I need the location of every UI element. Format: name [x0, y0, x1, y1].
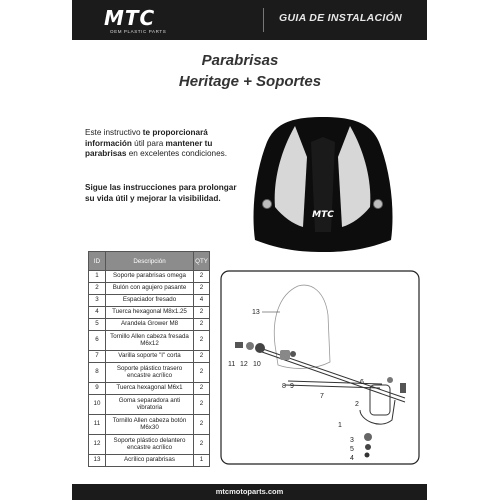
cell-desc: Acrílico parabrisas: [106, 455, 194, 467]
brand-logo: [104, 8, 189, 36]
intro-bold-paragraph: Sigue las instrucciones para prolongar su vida útil y mejorar la visibilidad.: [85, 183, 237, 203]
cell-qty: 2: [194, 331, 210, 351]
intro-paragraph: [85, 128, 245, 160]
cell-qty: 2: [194, 383, 210, 395]
header-description: Descripción: [106, 252, 194, 271]
logo-text: MTC: [104, 6, 156, 30]
cell-id: 7: [89, 351, 106, 363]
diagram-bracket-8: [280, 350, 290, 360]
table-row: [89, 415, 210, 435]
cell-desc: Tuerca hexagonal M8x1.25: [106, 307, 194, 319]
table-row: [89, 363, 210, 383]
cell-id: 3: [89, 295, 106, 307]
header-bar: [72, 0, 427, 40]
cell-qty: 1: [194, 455, 210, 467]
diagram-part-6: [387, 377, 393, 383]
intro-text-1: Este instructivo: [85, 128, 143, 137]
table-row: [89, 331, 210, 351]
diagram-nut-9: [290, 351, 296, 357]
table-header-row: [89, 252, 210, 271]
intro-text-5: en excelentes condiciones.: [126, 149, 228, 158]
cell-id: 8: [89, 363, 106, 383]
cell-qty: 2: [194, 271, 210, 283]
diagram-part-3: [364, 433, 372, 441]
page-title: Parabrisas: [201, 52, 279, 69]
cell-qty: 4: [194, 295, 210, 307]
cell-desc: Espaciador fresado: [106, 295, 194, 307]
cell-id: 5: [89, 319, 106, 331]
cell-id: 13: [89, 455, 106, 467]
diagram-bolt-6: [400, 383, 406, 393]
label-13: 13: [252, 309, 260, 316]
intro-text-3: útil para: [131, 138, 166, 148]
header-id: ID: [89, 252, 106, 271]
cell-qty: 2: [194, 415, 210, 435]
label-5: 5: [350, 446, 354, 453]
label-2: 2: [355, 401, 359, 408]
footer-url[interactable]: mtcmotoparts.com: [215, 487, 284, 496]
table-row: [89, 435, 210, 455]
cell-desc: Soporte plástico trasero encastre acrílico: [106, 363, 194, 383]
label-4: 4: [350, 455, 354, 462]
label-9: 9: [290, 383, 294, 390]
table-row: [89, 319, 210, 331]
cell-qty: 2: [194, 283, 210, 295]
cell-desc: Varilla soporte "I" corta: [106, 351, 194, 363]
cell-desc: Tornillo Allen cabeza botón M6x30: [106, 415, 194, 435]
cell-qty: 2: [194, 307, 210, 319]
table-row: [89, 283, 210, 295]
label-3: 3: [350, 437, 354, 444]
windshield-logo: MTC: [312, 210, 334, 220]
cell-desc: Goma separadora anti vibratoria: [106, 395, 194, 415]
label-11: 11: [228, 361, 236, 368]
table-row: [89, 383, 210, 395]
parts-table: [88, 251, 210, 467]
header-qty: QTY: [194, 252, 210, 271]
table-row: [89, 455, 210, 467]
cell-id: 2: [89, 283, 106, 295]
table-row: [89, 351, 210, 363]
table-row: [89, 295, 210, 307]
mount-hole-left: [263, 200, 272, 209]
diagram-part-5: [365, 444, 371, 450]
logo-subtitle: OEM PLASTIC PARTS: [110, 29, 167, 34]
cell-desc: Soporte plástico delantero encastre acrílico: [106, 435, 194, 455]
windshield-image: [245, 112, 400, 257]
table-row: [89, 307, 210, 319]
label-1: 1: [338, 422, 342, 429]
cell-qty: 2: [194, 319, 210, 331]
cell-id: 9: [89, 383, 106, 395]
label-7: 7: [320, 393, 324, 400]
cell-desc: Bulón con agujero pasante: [106, 283, 194, 295]
cell-qty: 2: [194, 395, 210, 415]
cell-id: 4: [89, 307, 106, 319]
cell-id: 12: [89, 435, 106, 455]
diagram-rubber-10: [255, 343, 265, 353]
label-6: 6: [360, 379, 364, 386]
intro-text-2: te proporcionará información: [85, 128, 208, 148]
cell-id: 1: [89, 271, 106, 283]
table-row: [89, 271, 210, 283]
cell-desc: Soporte parabrisas omega: [106, 271, 194, 283]
diagram-bolt-11: [235, 342, 243, 348]
label-10: 10: [253, 361, 261, 368]
page-subtitle: Heritage + Soportes: [178, 73, 322, 90]
cell-desc: Arandela Grower M8: [106, 319, 194, 331]
footer-bar: [72, 484, 427, 500]
label-8: 8: [282, 383, 286, 390]
mount-hole-right: [374, 200, 383, 209]
cell-qty: 2: [194, 363, 210, 383]
cell-qty: 2: [194, 435, 210, 455]
cell-id: 10: [89, 395, 106, 415]
header-title: GUIA DE INSTALACIÓN: [279, 12, 402, 24]
intro-text-4: mantener tu parabrisas: [85, 138, 213, 158]
diagram-frame: [221, 271, 419, 464]
cell-qty: 2: [194, 351, 210, 363]
table-row: [89, 395, 210, 415]
cell-desc: Tuerca hexagonal M6x1: [106, 383, 194, 395]
cell-desc: Tornillo Allen cabeza fresada M6x12: [106, 331, 194, 351]
diagram-washer-12: [246, 342, 254, 350]
assembly-diagram: [220, 270, 420, 465]
cell-id: 11: [89, 415, 106, 435]
cell-id: 6: [89, 331, 106, 351]
diagram-part-4: [365, 453, 370, 458]
header-divider: [263, 8, 264, 32]
label-12: 12: [240, 361, 248, 368]
